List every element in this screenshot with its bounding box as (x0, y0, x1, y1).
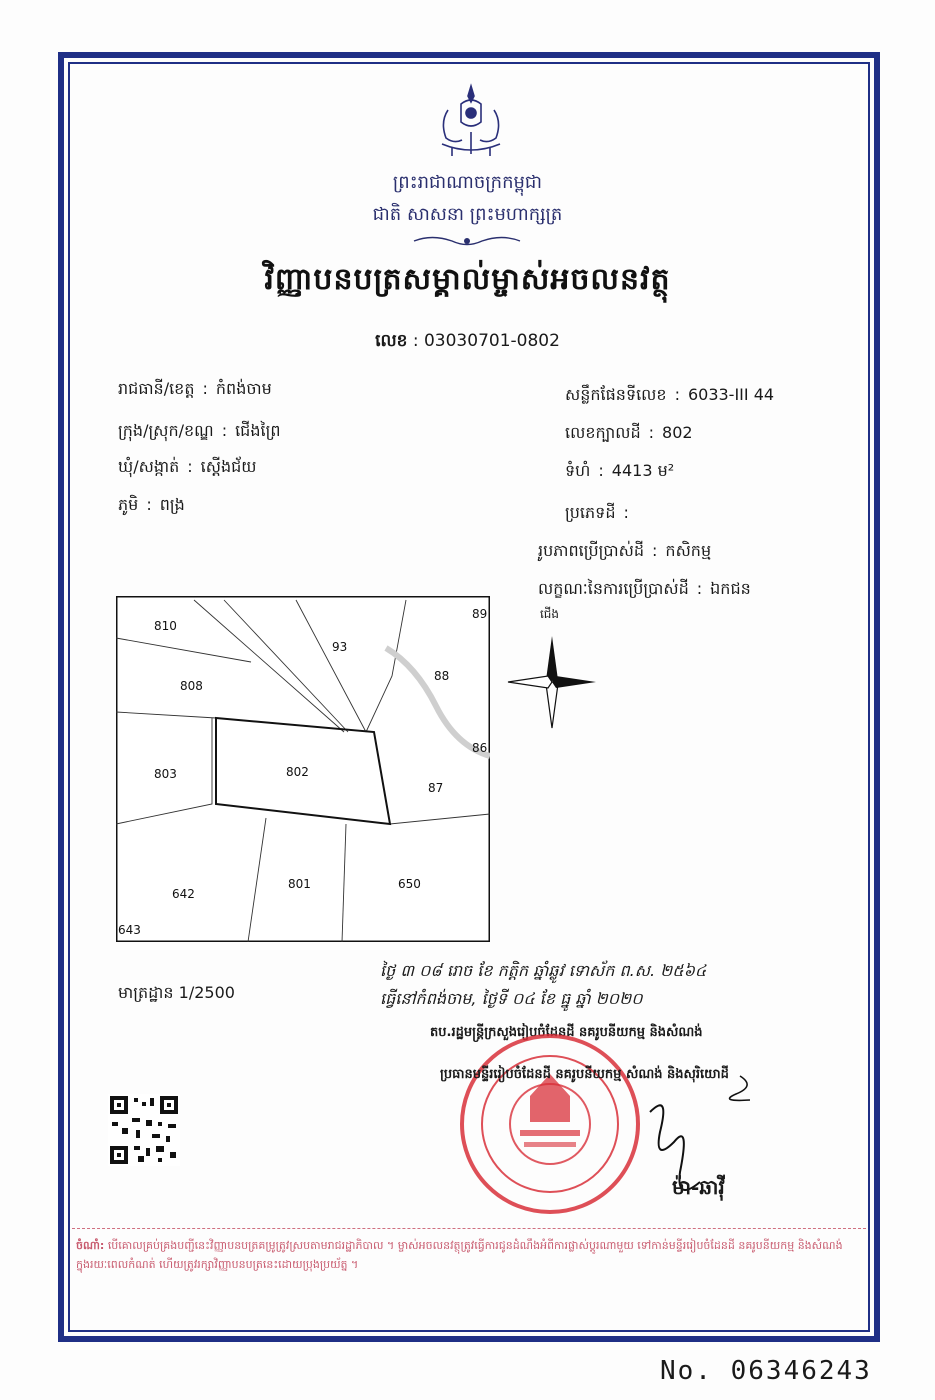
royal-emblem-icon (428, 82, 514, 160)
use-nature-field: លក្ខណៈនៃការប្រើប្រាស់ដី : ឯកជន (538, 579, 751, 598)
serial-number: No. 06346243 (660, 1356, 872, 1386)
national-motto: ជាតិ សាសនា ព្រះមហាក្សត្រ (372, 204, 563, 225)
province-label: រាជធានី/ខេត្ត (118, 379, 195, 398)
map-sheet-field: សន្លឹកផែនទីលេខ : 6033-III 44 (565, 385, 775, 404)
parcel-label-801: 801 (288, 877, 311, 891)
ornament-divider-icon (412, 232, 522, 250)
compass-rose-icon (506, 632, 598, 732)
parcel-label-87: 87 (428, 781, 444, 795)
land-type-field: ប្រភេទដី : (565, 503, 629, 522)
parcel-label-93: 93 (332, 640, 348, 654)
parcel-number-value: 802 (662, 423, 693, 442)
area-unit: ម² (657, 461, 675, 480)
number-label: លេខ (375, 331, 408, 351)
parcel-label-643: 643 (118, 923, 141, 937)
commune-field: ឃុំ/សង្កាត់ : ស្ដើងជ័យ (118, 457, 257, 476)
solar-date: ធ្វើនៅកំពង់ចាម, ថ្ងៃទី ០៤ ខែ ធ្នូ ឆ្នាំ ២០២០ (380, 989, 643, 1008)
signatory-title-line1: តប.រដ្ឋមន្ត្រីក្រសួងរៀបចំដែនដី នគរូបនីយកម្ម និងសំណង់ (430, 1025, 703, 1040)
official-seal-icon (458, 1030, 642, 1218)
kingdom-heading: ព្រះរាជាណាចក្រកម្ពុជា (392, 172, 543, 193)
parcel-number-label: លេខក្បាលដី (565, 423, 641, 442)
commune-label: ឃុំ/សង្កាត់ (118, 457, 180, 476)
certificate-number (0, 330, 935, 355)
signer-name: ម៉ា-ឆាវ៉ី (672, 1175, 725, 1199)
province-field: រាជធានី/ខេត្ត : កំពង់ចាម (118, 379, 272, 398)
signatory-title-line2: ប្រធានមន្ទីររៀបចំដែនដី នគរូបនីយកម្ម សំណង់ និងសុរិយោដី (440, 1067, 729, 1082)
map-scale: មាត្រដ្ឋាន 1/2500 (118, 983, 235, 1002)
parcel-label-86: 86 (472, 741, 488, 755)
area-field: ទំហំ : 4413 ម² (565, 461, 675, 480)
land-use-value: កសិកម្ម (665, 541, 712, 560)
footnote (76, 1236, 860, 1274)
land-type-label: ប្រភេទដី (565, 503, 616, 522)
parcel-label-88: 88 (434, 669, 450, 683)
parcel-label-802: 802 (286, 765, 309, 779)
footnote-heading: ចំណាំ: (76, 1239, 105, 1252)
north-label: ជើង (540, 607, 560, 621)
cadastral-map (116, 596, 490, 942)
village-field: ភូមិ : ពង្រ (118, 495, 185, 514)
certificate-title: វិញ្ញាបនបត្រសម្គាល់ម្ចាស់អចលនវត្ថុ (264, 262, 671, 297)
province-value: កំពង់ចាម (215, 379, 272, 398)
parcel-label-803: 803 (154, 767, 177, 781)
lunar-date: ថ្ងៃ ៣ ០៨ រោច ខែ កត្តិក ឆ្នាំឆ្លូវ ទោស័ក ព.ស. ២៥៦៤ (380, 961, 707, 980)
parcel-label-650: 650 (398, 877, 421, 891)
area-label: ទំហំ (565, 461, 591, 480)
parcel-label-808: 808 (180, 679, 203, 693)
land-use-label: រូបភាពប្រើប្រាស់ដី (538, 541, 645, 560)
area-value: 4413 (611, 461, 653, 480)
footnote-divider (72, 1228, 866, 1229)
parcel-label-89: 89 (472, 607, 488, 621)
village-label: ភូមិ (118, 495, 139, 514)
district-field: ក្រុង/ស្រុក/ខណ្ឌ : ជើងព្រៃ (118, 421, 281, 440)
district-value: ជើងព្រៃ (235, 421, 281, 440)
number-colon: : (412, 331, 424, 351)
use-nature-value: ឯកជន (710, 579, 751, 598)
number-value: 03030701-0802 (423, 331, 560, 351)
map-sheet-value: 6033-III 44 (687, 385, 775, 404)
map-sheet-label: សន្លឹកផែនទីលេខ (565, 385, 667, 404)
parcel-label-642: 642 (172, 887, 195, 901)
footnote-text: បើគោលគ្រប់គ្រងបញ្ជីនេះវិញ្ញាបនបត្រគម្រូត្រូវស្របតាមរាជរដ្ឋាភិបាល ។ ម្ចាស់អចលនវត្ថុត្រូវធ្វើការជូនដំណឹងអំពីការផ្លាស់ប្ដូរណាមួយ ទៅកាន់មន្ទីររៀបចំដែនដី នគរូបនីយកម្ម និងសំណង់ ក្នុងរយៈពេលកំណត់ ហើយត្រូវរក្សាវិញ្ញាបនបត្រនេះដោយប្រុងប្រយ័ត្ន ។ (76, 1239, 843, 1271)
parcel-label-810: 810 (154, 619, 177, 633)
land-use-field: រូបភាពប្រើប្រាស់ដី : កសិកម្ម (538, 541, 712, 560)
use-nature-label: លក្ខណៈនៃការប្រើប្រាស់ដី (538, 579, 689, 598)
parcel-number-field: លេខក្បាលដី : 802 (565, 423, 693, 442)
district-label: ក្រុង/ស្រុក/ខណ្ឌ (118, 421, 214, 440)
qr-code-icon (108, 1094, 180, 1166)
village-value: ពង្រ (159, 495, 185, 514)
commune-value: ស្ដើងជ័យ (200, 457, 257, 476)
